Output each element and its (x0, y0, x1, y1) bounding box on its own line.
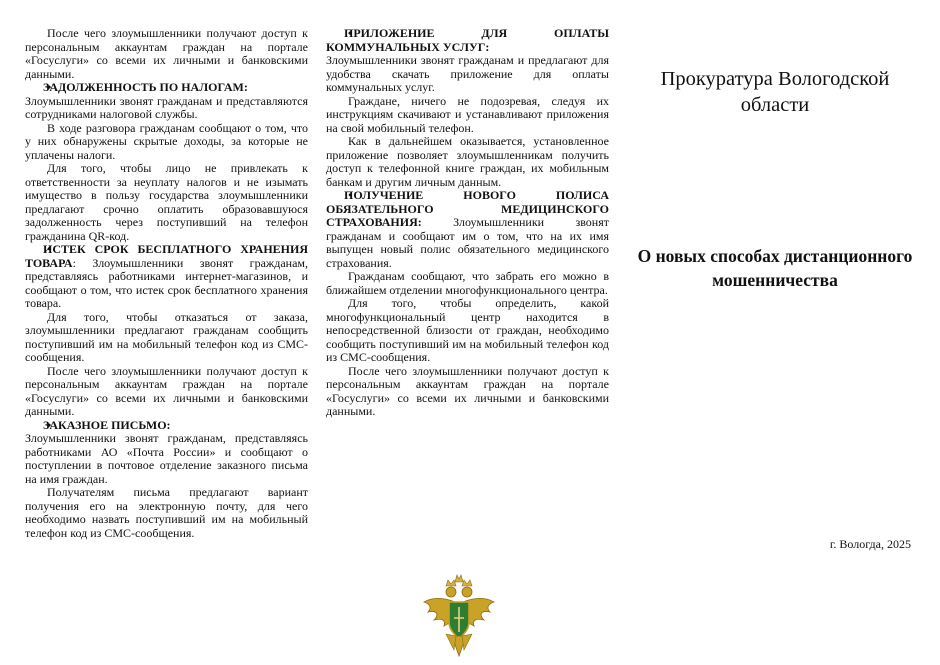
paragraph: Для того, чтобы определить, какой многофункциональный центр находится в непосредственной близости от граждан, необходимо сообщить поступивший им на мобильный телефон код из СМС-сообщения. (326, 296, 609, 364)
paragraph: Граждане, ничего не подозревая, следуя их инструкциям скачивают и устанавливают приложения на свой мобильный телефон. (326, 93, 609, 135)
paragraph: Злоумышленники звонят гражданам, представляясь работниками АО «Почта России» и сообщают о поступлении в почтовое отделение заказного письма на имя граждан. (25, 431, 308, 486)
paragraph: Как в дальнейшем оказывается, установленное приложение позволяет злоумышленникам получить доступ к телефонной книге граждан, их мобильным банкам и другим личным данным. (326, 134, 609, 189)
paragraph: Получателям письма предлагают вариант получения его на электронную почту, для чего необходимо назвать поступивший им на мобильный телефон код из СМС-сообщения. (25, 485, 308, 540)
paragraph: После чего злоумышленники получают доступ к персональным аккаунтам граждан на портале «Госуслуги» со всеми их личными и банковскими данными. (25, 26, 308, 81)
paragraph: Для того, чтобы лицо не привлекать к ответственности за неуплату налогов и не изымать имущество в пользу государства злоумышленники предлагают срочно оплатить образовавшуюся задолженность через поступивший на телефон гражданина QR-код. (25, 161, 308, 243)
brochure-title: О новых способах дистанционного мошенничества (637, 246, 913, 290)
paragraph: Злоумышленники звонят гражданам и предлагают для удобства скачать приложение для оплаты коммунальных услуг. (326, 53, 609, 94)
column-1 (25, 27, 308, 540)
section-insurance (326, 189, 609, 270)
section-heading-storage: ИСТЕК СРОК БЕСПЛАТНОГО ХРАНЕНИЯ ТОВАРА (25, 242, 308, 270)
section-storage (25, 243, 308, 311)
paragraph: После чего злоумышленники получают доступ к персональным аккаунтам граждан на портале «Госуслуги» со всеми их личными и банковскими данными. (326, 363, 609, 418)
city-year: г. Вологда, 2025 (829, 537, 911, 551)
emblem-icon (420, 574, 498, 660)
paragraph: После чего злоумышленники получают доступ к персональным аккаунтам граждан на портале «Госуслуги» со всеми их личными и банковскими данными. (25, 363, 308, 418)
section-heading-letter: • ЗАКАЗНОЕ ПИСЬМО: (25, 419, 308, 433)
paragraph: В ходе разговора гражданам сообщают о том, что у них обнаружены скрытые доходы, за которые не уплачены налоги. (25, 120, 308, 162)
paragraph: Для того, чтобы отказаться от заказа, злоумышленники предлагают гражданам сообщить поступивший им на мобильный телефон код из СМС-сообщения. (25, 309, 308, 364)
paragraph: : Злоумышленники звонят гражданам, представляясь работниками интернет-магазинов, и сообщают о том, что истек срок бесплатного хранения товара. (25, 255, 308, 310)
cover-panel (625, 0, 925, 661)
section-heading-utility: • ПРИЛОЖЕНИЕ ДЛЯ ОПЛАТЫ КОММУНАЛЬНЫХ УСЛУГ: (326, 27, 609, 54)
section-heading-insurance: ПОЛУЧЕНИЕ НОВОГО ПОЛИСА ОБЯЗАТЕЛЬНОГО МЕДИЦИНСКОГО СТРАХОВАНИЯ: (326, 188, 609, 229)
section-heading-tax: • ЗАДОЛЖЕННОСТЬ ПО НАЛОГАМ: (25, 81, 308, 95)
organization-title: Прокуратура Вологодской области (660, 68, 890, 116)
paragraph: Злоумышленники звонят гражданам и сообщают им о том, что на их имя выпущен новый полис обязательного медицинского страхования. (326, 215, 609, 270)
paragraph: Злоумышленники звонят гражданам и представляются сотрудниками налоговой службы. (25, 93, 308, 121)
paragraph: Гражданам сообщают, что забрать его можно в ближайшем отделении многофункционального центра. (326, 269, 609, 297)
column-2 (326, 27, 609, 419)
